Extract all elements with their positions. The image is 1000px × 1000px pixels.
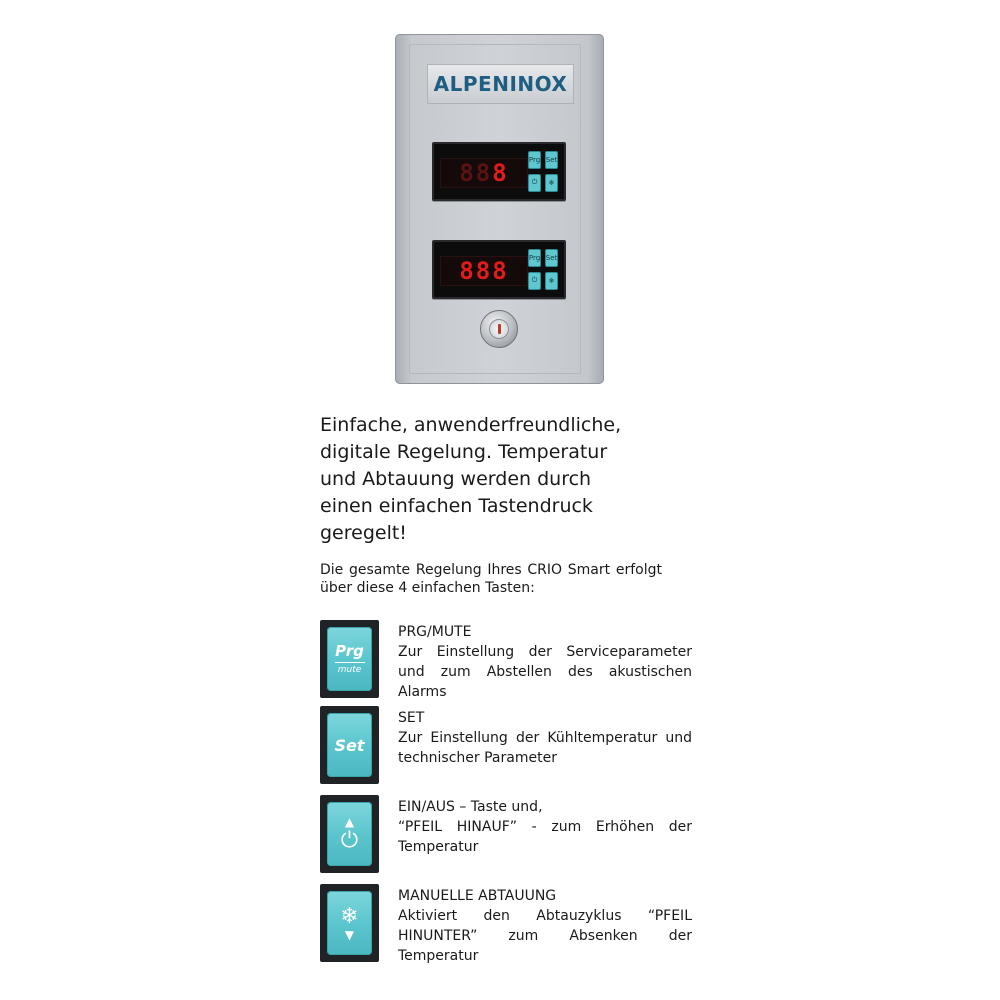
mini-prg-key[interactable]: Prg bbox=[528, 249, 541, 267]
mute-label: mute bbox=[337, 665, 362, 675]
led-display-upper bbox=[440, 158, 528, 188]
controller-keys-lower bbox=[528, 249, 558, 291]
intro-text: Die gesamte Regelung Ihres CRIO Smart erfolgt über diese 4 einfachen Tasten: bbox=[320, 562, 662, 596]
key-legend-defrost bbox=[320, 884, 700, 966]
brand-plate bbox=[427, 64, 574, 104]
mini-set-key[interactable]: Set bbox=[545, 151, 558, 169]
control-panel bbox=[395, 34, 604, 384]
prg-label: Prg bbox=[335, 642, 364, 660]
defrost-down-key-face bbox=[327, 891, 372, 955]
divider bbox=[335, 662, 365, 663]
power-up-key[interactable] bbox=[320, 795, 379, 873]
led-digit-lit: 8 bbox=[492, 159, 509, 187]
power-up-key-face bbox=[327, 802, 372, 866]
key-title: PRG/MUTE bbox=[398, 624, 472, 640]
led-digits-dim: 88 bbox=[459, 159, 493, 187]
controller-keys-upper bbox=[528, 151, 558, 193]
key-description: Zur Einstellung der Kühltemperatur und technischer Parameter bbox=[398, 730, 692, 766]
mini-power-key[interactable]: ⏻ bbox=[528, 174, 541, 192]
key-legend-power bbox=[320, 795, 700, 877]
mini-power-key[interactable]: ⏻ bbox=[528, 272, 541, 290]
key-description-block bbox=[398, 797, 692, 857]
mini-defrost-key[interactable]: ❄ bbox=[545, 174, 558, 192]
led-display-lower bbox=[440, 256, 528, 286]
headline: Einfache, anwenderfreundliche, digitale Regelung. Temperatur und Abtauung werden durch einen einfachen Tastendruck geregelt! bbox=[320, 414, 622, 544]
digital-controller-lower bbox=[432, 240, 566, 299]
key-description: Zur Einstellung der Serviceparameter und zum Abstellen des akustischen Alarms bbox=[398, 644, 692, 700]
key-legend-set bbox=[320, 706, 700, 788]
key-description: “PFEIL HINAUF” - zum Erhöhen der Temperatur bbox=[398, 819, 692, 855]
defrost-down-key[interactable] bbox=[320, 884, 379, 962]
power-icon: ⏻ bbox=[340, 827, 359, 853]
arrow-down-icon: ▼ bbox=[344, 927, 355, 942]
mini-prg-key[interactable]: Prg bbox=[528, 151, 541, 169]
key-description-block bbox=[398, 886, 692, 966]
snowflake-icon: ❄ bbox=[340, 903, 359, 929]
key-title: MANUELLE ABTAUUNG bbox=[398, 888, 557, 904]
key-description: Aktiviert den Abtauzyklus “PFEIL HINUNTER” zum Absenken der Temperatur bbox=[398, 908, 692, 964]
digital-controller-upper bbox=[432, 142, 566, 201]
key-title: SET bbox=[398, 710, 425, 726]
arrow-up-icon: ▲ bbox=[344, 814, 355, 829]
lock-cylinder bbox=[489, 319, 509, 339]
led-digits-lit: 888 bbox=[459, 257, 509, 285]
key-title: EIN/AUS – Taste und, bbox=[398, 799, 543, 815]
key-lock-icon[interactable] bbox=[480, 310, 518, 348]
prg-mute-key[interactable] bbox=[320, 620, 379, 698]
mini-defrost-key[interactable]: ❄ bbox=[545, 272, 558, 290]
set-key-face bbox=[327, 713, 372, 777]
lock-slot bbox=[498, 324, 501, 334]
brand-logo: ALPENINOX bbox=[433, 72, 568, 96]
key-description-block bbox=[398, 708, 692, 768]
key-description-block bbox=[398, 622, 692, 702]
mini-set-key[interactable]: Set bbox=[545, 249, 558, 267]
key-legend-prg bbox=[320, 620, 700, 702]
set-label: Set bbox=[334, 735, 365, 755]
set-key[interactable] bbox=[320, 706, 379, 784]
prg-mute-key-face bbox=[327, 627, 372, 691]
